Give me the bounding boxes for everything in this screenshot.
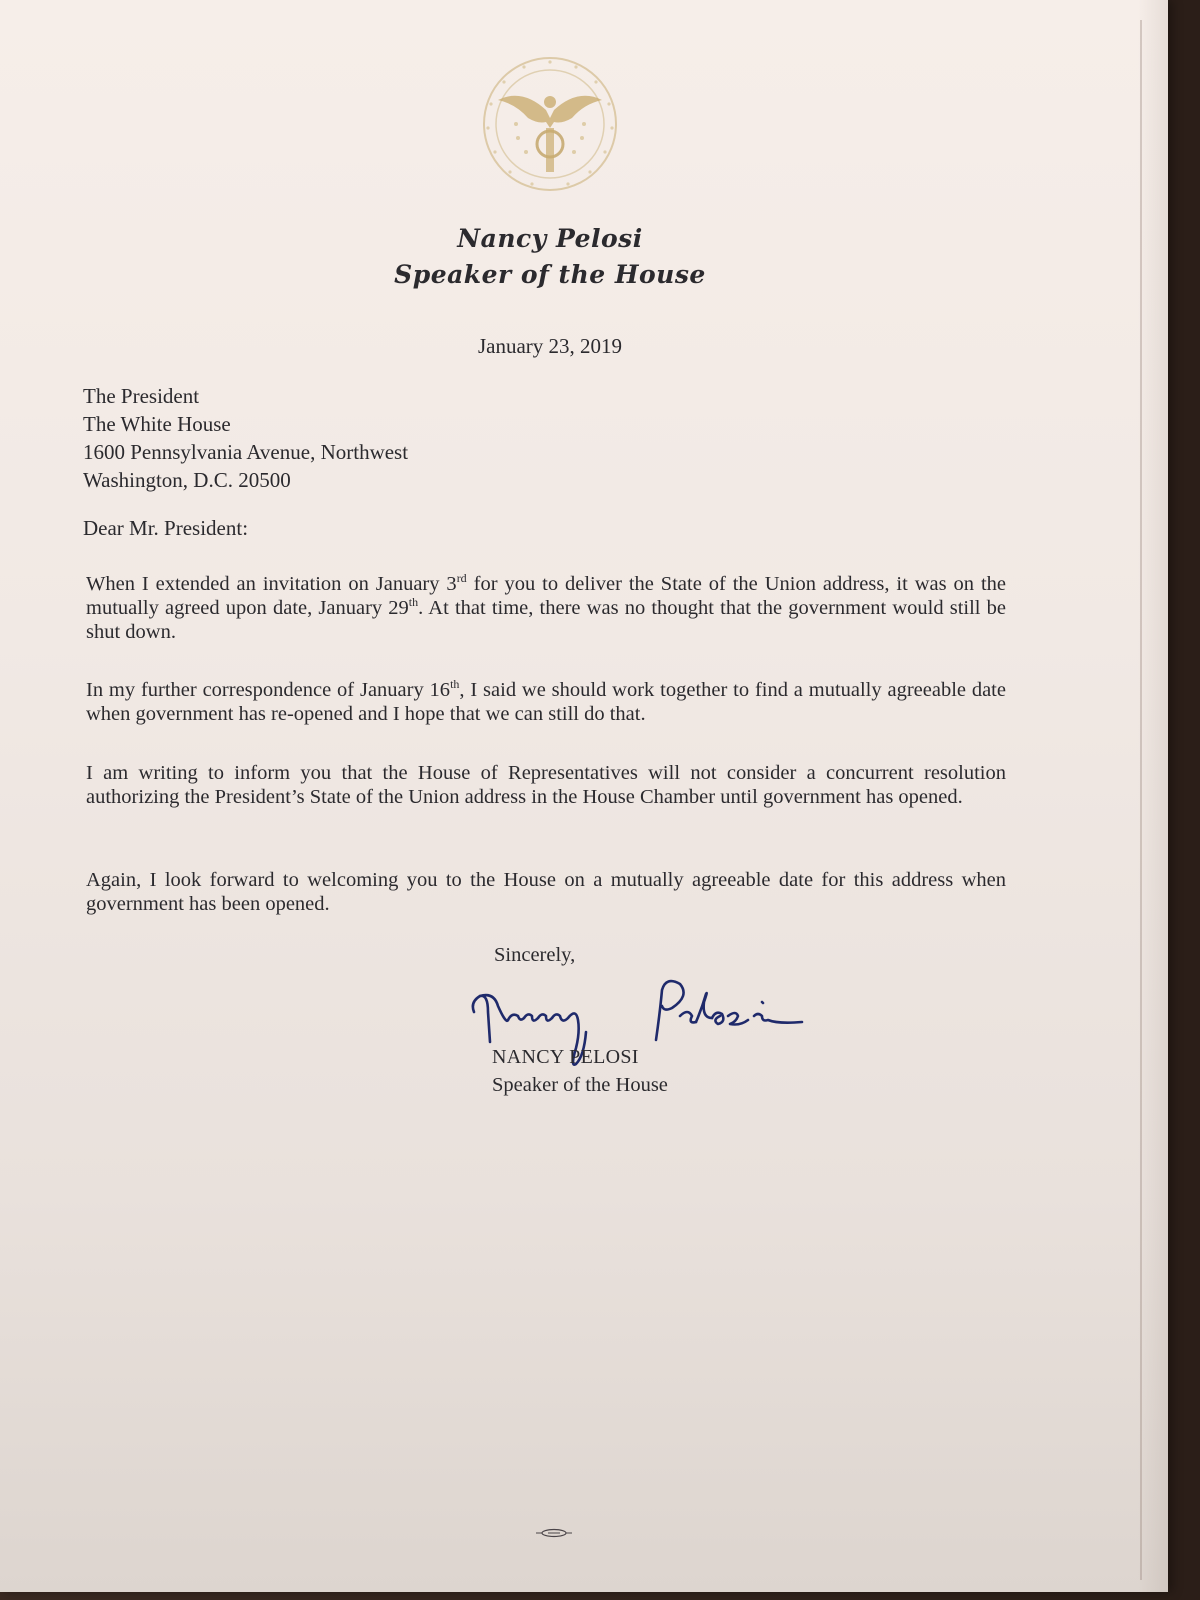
body-paragraph [86,678,1006,726]
paragraph-text: for you to deliver the State of the Union address, it was on the mutually agreed upon date, January 29 [86,573,1006,619]
ordinal-suffix: th [450,677,460,692]
paragraph-text: , I said we should work together to find a mutually agreeable date when government has re-opened and I hope that we can still do that. [86,679,1006,725]
union-bug-icon [534,1528,574,1538]
salutation: Dear Mr. President: [83,516,249,540]
paragraph-text: . At that time, there was no thought that the government would still be shut down. [86,597,1006,643]
house-speaker-seal-icon [478,52,622,196]
signer-name: NANCY PELOSI [492,1046,639,1068]
body-paragraph: I am writing to inform you that the House of Representatives will not consider a concurrent resolution authorizing the President’s State of the Union address in the House Chamber until government has opened. [86,762,1006,808]
letterhead-name: Nancy Pelosi [457,224,643,253]
paragraph-text: When I extended an invitation on January 3 [86,573,457,595]
recipient-address [83,382,408,494]
recipient-line: 1600 Pennsylvania Avenue, Northwest [83,440,409,464]
body-paragraph [86,572,1006,644]
paper-edge [1140,20,1142,1580]
recipient-line: Washington, D.C. 20500 [83,468,291,492]
letterhead-title: Speaker of the House [394,260,706,289]
ordinal-suffix: th [408,595,419,610]
letter-date: January 23, 2019 [477,334,623,358]
recipient-line: The President [83,384,200,408]
signer-title: Speaker of the House [492,1074,668,1096]
recipient-line: The White House [83,412,231,436]
ordinal-suffix: rd [456,571,467,586]
closing: Sincerely, [494,944,576,966]
paragraph-text: In my further correspondence of January 16 [86,679,451,701]
body-paragraph: Again, I look forward to welcoming you to the House on a mutually agreeable date for this address when government has been opened. [86,869,1006,915]
